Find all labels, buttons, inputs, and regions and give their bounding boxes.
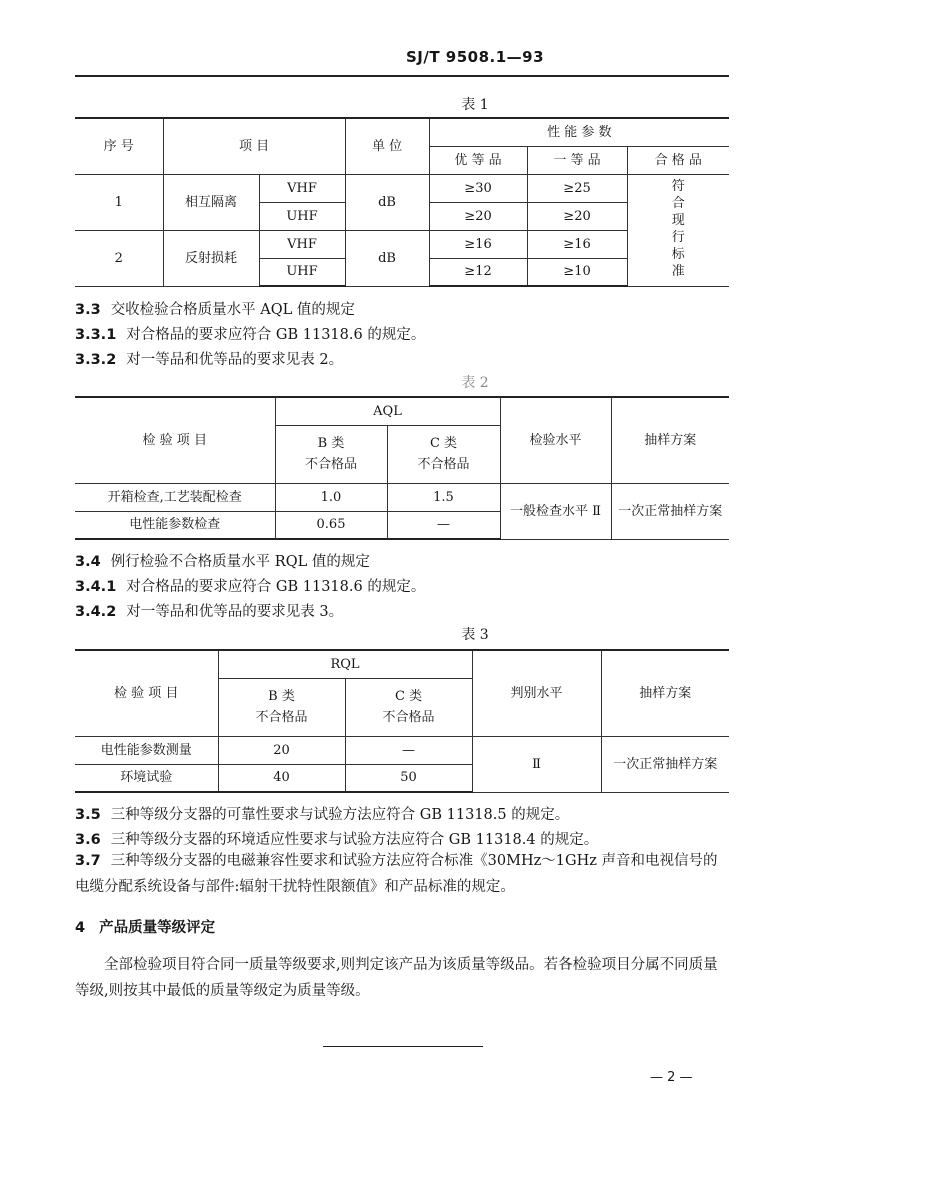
section-3-3-1 <box>75 323 425 344</box>
class-label: B 类 <box>317 436 345 451</box>
table1-first-value: ≥25 <box>527 174 627 202</box>
table1-caption: 表 1 <box>461 97 489 113</box>
table2-header-aql: AQL <box>275 397 500 425</box>
table1-top-value: ≥16 <box>429 230 527 258</box>
section-number: 3.6 <box>75 832 101 848</box>
table3-header-c-class <box>345 678 472 736</box>
table2-header-b-class <box>275 425 387 483</box>
table1-unit-cell: dB <box>345 174 429 230</box>
class-sublabel: 不合格品 <box>382 710 435 725</box>
section-4-heading <box>75 916 215 937</box>
section-3-3-2 <box>75 348 343 369</box>
table1-item-cell: 反射损耗 <box>163 230 259 286</box>
table1-first-value: ≥20 <box>527 202 627 230</box>
section-text: 对一等品和优等品的要求见表 2。 <box>126 352 344 368</box>
section-3-4-1 <box>75 575 425 596</box>
table2-caption: 表 2 <box>461 375 489 391</box>
table1-top-value: ≥20 <box>429 202 527 230</box>
table1-qualified-note: 符合现行标准 <box>671 179 685 279</box>
class-sublabel: 不合格品 <box>417 457 470 472</box>
table3-header-item: 检 验 项 目 <box>75 650 218 736</box>
table3-header-level: 判别水平 <box>472 650 601 736</box>
table2-header-c-class <box>387 425 500 483</box>
class-sublabel: 不合格品 <box>255 710 308 725</box>
table2-c-value: — <box>387 511 500 539</box>
table2 <box>75 396 729 540</box>
section-number: 3.5 <box>75 807 101 823</box>
table1 <box>75 117 729 287</box>
table1-top-value: ≥12 <box>429 258 527 286</box>
table-row <box>75 736 729 764</box>
section-number: 3.3 <box>75 302 101 318</box>
section-3-4-2 <box>75 600 343 621</box>
table3-level-cell: Ⅱ <box>472 736 601 792</box>
table2-item-cell: 电性能参数检查 <box>75 511 275 539</box>
table1-seq-cell: 1 <box>75 174 163 230</box>
table1-header-performance: 性 能 参 数 <box>429 118 729 146</box>
table1-first-value: ≥10 <box>527 258 627 286</box>
section-number: 3.4 <box>75 554 101 570</box>
end-rule <box>323 1046 483 1047</box>
section-3-6 <box>75 828 598 849</box>
table1-band-cell: UHF <box>259 258 345 286</box>
class-label: C 类 <box>394 689 423 704</box>
class-sublabel: 不合格品 <box>304 457 357 472</box>
section-text: 交收检验合格质量水平 AQL 值的规定 <box>110 302 355 318</box>
table3-item-cell: 环境试验 <box>75 764 218 792</box>
table-row <box>75 483 729 511</box>
table1-header-item: 项 目 <box>163 118 345 174</box>
section-text: 三种等级分支器的电磁兼容性要求和试验方法应符合标准《30MHz～1GHz 声音和电视信号的电缆分配系统设备与部件:辐射干扰特性限额值》和产品标准的规定。 <box>75 853 718 895</box>
section-3-5 <box>75 803 569 824</box>
table3-caption: 表 3 <box>461 627 489 643</box>
section-text: 对合格品的要求应符合 GB 11318.6 的规定。 <box>126 579 426 595</box>
table3-header-rql: RQL <box>218 650 472 678</box>
table2-level-cell: 一般检查水平 Ⅱ <box>500 483 611 539</box>
section-text: 例行检验不合格质量水平 RQL 值的规定 <box>110 554 370 570</box>
table1-header-unit: 单 位 <box>345 118 429 174</box>
section-3-4 <box>75 550 370 571</box>
section-4-body: 全部检验项目符合同一质量等级要求,则判定该产品为该质量等级品。若各检验项目分属不同质量等级,则按其中最低的质量等级定为质量等级。 <box>75 957 718 999</box>
table1-header-seq: 序 号 <box>75 118 163 174</box>
table1-band-cell: VHF <box>259 174 345 202</box>
table2-item-cell: 开箱检查,工艺装配检查 <box>75 483 275 511</box>
section-3-3 <box>75 298 355 319</box>
table2-plan-cell: 一次正常抽样方案 <box>611 483 729 539</box>
table2-header-plan: 抽样方案 <box>611 397 729 483</box>
page-number: — 2 — <box>650 1070 693 1085</box>
section-number: 3.4.2 <box>75 604 117 620</box>
table1-item-cell: 相互隔离 <box>163 174 259 230</box>
table1-band-cell: VHF <box>259 230 345 258</box>
table1-header-grade-qualified: 合 格 品 <box>627 146 729 174</box>
section-text: 对合格品的要求应符合 GB 11318.6 的规定。 <box>126 327 426 343</box>
table3-c-value: — <box>345 736 472 764</box>
section-3-7 <box>75 848 731 900</box>
table3-header-plan: 抽样方案 <box>601 650 729 736</box>
table1-band-cell: UHF <box>259 202 345 230</box>
table1-first-value: ≥16 <box>527 230 627 258</box>
table3-c-value: 50 <box>345 764 472 792</box>
table1-seq-cell: 2 <box>75 230 163 286</box>
table1-header-grade-first: 一 等 品 <box>527 146 627 174</box>
table1-header-grade-top: 优 等 品 <box>429 146 527 174</box>
table2-b-value: 0.65 <box>275 511 387 539</box>
table1-qualified-note-cell <box>627 174 729 286</box>
table2-header-level: 检验水平 <box>500 397 611 483</box>
table2-header-item: 检 验 项 目 <box>75 397 275 483</box>
table3-plan-cell: 一次正常抽样方案 <box>601 736 729 792</box>
table-row <box>75 174 729 202</box>
section-number: 4 <box>75 920 86 936</box>
table1-unit-cell: dB <box>345 230 429 286</box>
table3-b-value: 40 <box>218 764 345 792</box>
section-number: 3.3.1 <box>75 327 117 343</box>
table3-item-cell: 电性能参数测量 <box>75 736 218 764</box>
table1-top-value: ≥30 <box>429 174 527 202</box>
section-title: 产品质量等级评定 <box>99 920 216 936</box>
section-text: 对一等品和优等品的要求见表 3。 <box>126 604 344 620</box>
table2-b-value: 1.0 <box>275 483 387 511</box>
table3-b-value: 20 <box>218 736 345 764</box>
table3 <box>75 649 729 793</box>
section-number: 3.4.1 <box>75 579 117 595</box>
header-rule <box>75 75 729 77</box>
class-label: C 类 <box>429 436 458 451</box>
section-text: 三种等级分支器的可靠性要求与试验方法应符合 GB 11318.5 的规定。 <box>110 807 570 823</box>
class-label: B 类 <box>268 689 295 704</box>
section-number: 3.7 <box>75 853 101 869</box>
section-number: 3.3.2 <box>75 352 117 368</box>
table3-header-b-class <box>218 678 345 736</box>
section-text: 三种等级分支器的环境适应性要求与试验方法应符合 GB 11318.4 的规定。 <box>110 832 599 848</box>
table2-c-value: 1.5 <box>387 483 500 511</box>
document-id-header: SJ/T 9508.1—93 <box>405 48 545 66</box>
